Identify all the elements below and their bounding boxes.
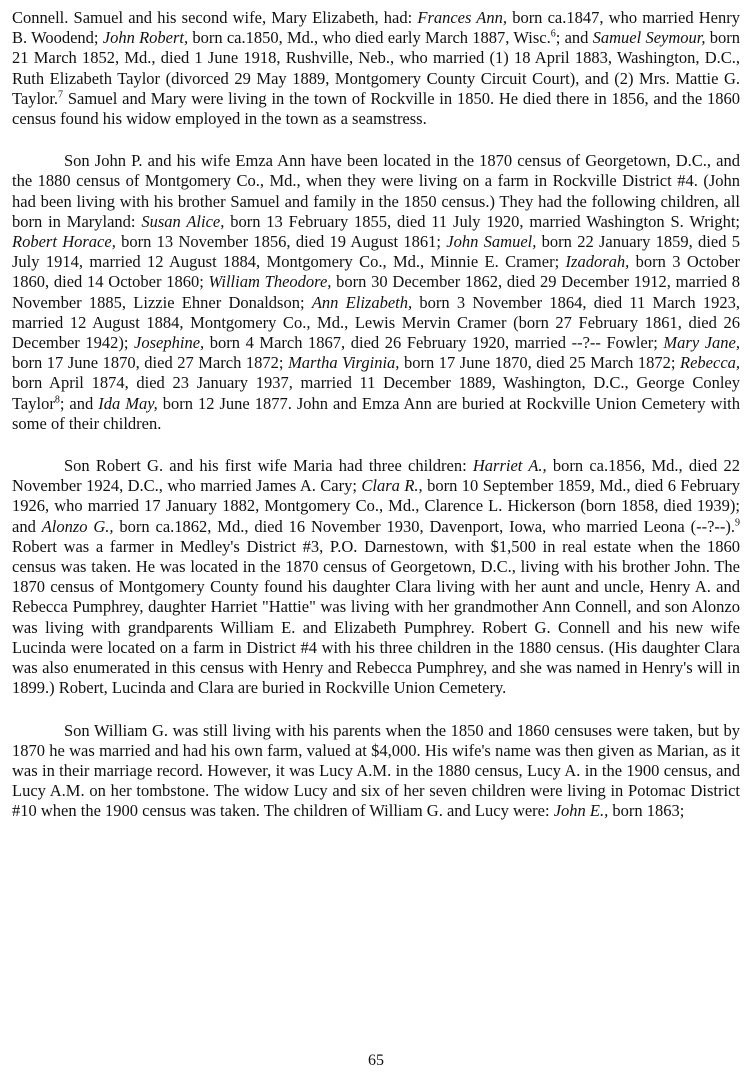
text-run: born April 1874, died 23 January 1937, married 11 December 1889, Washington, D.C., George Conley Taylor [12, 373, 740, 413]
italic-name: Clara R., [361, 476, 423, 496]
text-run: born 22 January 1859, died 5 July 1914, married 12 August 1884, Montgomery Co., Md., Minnie E. Cramer; [12, 232, 740, 272]
document-page [12, 8, 740, 1070]
italic-name: John Robert, [102, 28, 189, 48]
text-run: born 10 September 1859, Md., died 6 February 1926, who married 17 January 1882, Montgomery Co., Md., Clarence L. Hickerson (born 1858, died 1939); and [12, 476, 740, 536]
text-run: born 4 March 1867, died 26 February 1920, married --?-- Fowler; [204, 333, 664, 353]
footnote-ref: 8 [54, 394, 60, 406]
text-run: Samuel and Mary were living in the town of Rockville in 1850. He died there in 1856, and the 1860 census found his widow employed in the town as a seamstress. [12, 88, 740, 129]
text-run: born ca.1862, Md., died 16 November 1930, Davenport, Iowa, who married Leona (--?--). [113, 516, 736, 536]
italic-name: Rebecca, [680, 353, 741, 373]
paragraph-p1 [12, 8, 740, 129]
paragraph-p3 [12, 456, 740, 698]
page-number: 65 [368, 1052, 384, 1069]
italic-name: Susan Alice, [141, 211, 225, 231]
italic-name: Ann Elizabeth, [311, 292, 413, 312]
italic-name: Frances Ann, [417, 8, 508, 27]
body-text [12, 8, 740, 822]
text-run: Son William G. was still living with his parents when the 1850 and 1860 censuses were taken, but by 1870 he was married and had his own farm, valued at $4,000. His wife's name was then given as Marian, as it was in their marriage record. However, it was Lucy A.M. in the 1880 census, Lucy A. in the 1900 census, and Lucy A.M. on her tombstone. The widow Lucy and six of her seven children were living in Potomac District #10 when the 1900 census was taken. The children of William G. and Lucy were: [12, 720, 740, 821]
text-run: born 1863; [608, 801, 685, 821]
text-run: ; and [555, 28, 593, 48]
text-run: born 13 November 1856, died 19 August 1861; [115, 232, 447, 252]
paragraph-p2 [12, 151, 740, 434]
text-run: Connell. Samuel and his second wife, Mary Elizabeth, had: [12, 8, 418, 27]
paragraph-gap [12, 434, 740, 456]
italic-name: Martha Virginia, [288, 353, 400, 373]
paragraph-gap [12, 129, 740, 151]
text-run: Son Robert G. and his first wife Maria had three children: [64, 456, 473, 476]
text-run: ; and [59, 393, 99, 413]
paragraph-gap [12, 699, 740, 721]
text-run: born 3 October 1860, died 14 October 1860; [12, 252, 740, 292]
text-run: Robert was a farmer in Medley's District #3, P.O. Darnestown, with $1,500 in real estate when the 1860 census was taken. He was located in the 1870 census of Georgetown, D.C., living with his brother John. The 1870 census of Montgomery County found his daughter Clara living with her aunt and uncle, Henry A. and Rebecca Pumphrey, daughter Harriet "Hattie" was living with her grandmother Ann Connell, and son Alonzo was living with grandparents William E. and Elizabeth Pumphrey. Robert G. Connell and his new wife Lucinda were located on a farm in District #4 with his three children in the 1880 census. (His daughter Clara was also enumerated in this census with Henry and Rebecca Pumphrey, and she was named in Henry's will in 1899.) Robert, Lucinda and Clara are buried in Rockville Union Cemetery. [12, 536, 740, 698]
italic-name: Robert Horace, [12, 232, 116, 252]
text-run: born 12 June 1877. John and Emza Ann are buried at Rockville Union Cemetery with some of their children. [12, 393, 740, 433]
italic-name: Alonzo G., [41, 516, 114, 536]
text-run: born ca.1856, Md., died 22 November 1924, D.C., who married James A. Cary; [12, 456, 740, 496]
text-run: born ca.1847, who married Henry B. Woodend; [12, 8, 740, 48]
italic-name: Izadorah, [565, 252, 630, 272]
text-run: Son John P. and his wife Emza Ann have been located in the 1870 census of Georgetown, D.C., and the 1880 census of Montgomery Co., Md., when they were living on a farm in Rockville District #4. (John had been living with his brother Samuel and family in the 1850 census.) They had the following children, all born in Maryland: [12, 151, 740, 231]
italic-name: William Theodore, [208, 272, 332, 292]
italic-name: Harriet A., [472, 456, 547, 476]
italic-name: Samuel Seymour, [592, 28, 706, 48]
text-run: born 17 June 1870, died 27 March 1872; [12, 353, 289, 373]
paragraph-p4 [12, 721, 740, 822]
text-run: born 21 March 1852, Md., died 1 June 1918, Rushville, Neb., who married (1) 18 April 1883, Washington, D.C., Ruth Elizabeth Taylor (divorced 29 May 1889, Montgomery County Circuit Court), and (2) Mrs. Mattie G. Taylor. [12, 28, 740, 108]
footnote-ref: 9 [735, 517, 741, 529]
footnote-ref: 6 [550, 28, 556, 40]
text-run: born ca.1850, Md., who died early March 1887, Wisc. [188, 28, 551, 48]
footnote-ref: 7 [58, 89, 64, 101]
italic-name: John Samuel, [446, 232, 537, 252]
text-run: born 17 June 1870, died 25 March 1872; [399, 353, 681, 373]
italic-name: Josephine, [134, 333, 205, 353]
italic-name: Ida May, [98, 393, 158, 413]
text-run: born 3 November 1864, died 11 March 1923, married 12 August 1884, Montgomery Co., Md., Lewis Mervin Cramer (born 27 February 1861, died 26 December 1942); [12, 292, 741, 353]
italic-name: Mary Jane, [663, 333, 741, 353]
text-run: born 13 February 1855, died 11 July 1920, married Washington S. Wright; [224, 211, 740, 231]
italic-name: John E., [553, 801, 609, 821]
text-run: born 30 December 1862, died 29 December 1912, married 8 November 1885, Lizzie Ehner Donaldson; [12, 272, 740, 312]
